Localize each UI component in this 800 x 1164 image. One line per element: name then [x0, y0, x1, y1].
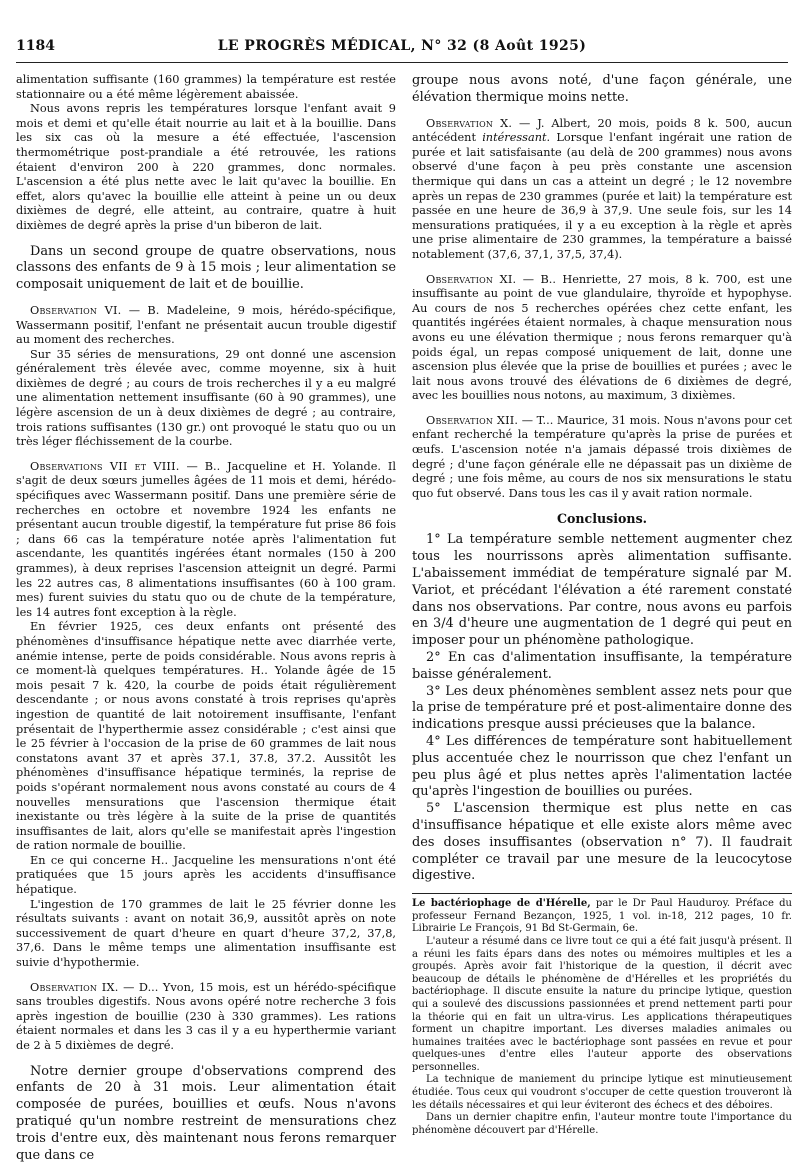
observation-label: Observation VI.: [30, 303, 122, 317]
paragraph: En février 1925, ces deux enfants ont présenté des phénomènes d'insuffisance hépatique nette avec diarrhée verte, anémie intense, perte de poids considérable. Nous avons repris à ce moment-là quelques températures. H.. Yolande âgée de 15 mois pesait 7 k. 420, la courbe de poids était régulièrement descendante ; or nous avons constaté à trois reprises qu'après ingestion de quantité de lait notoirement insuffisante, l'enfant présentait de l'hyperthermie assez considérable ; c'est ainsi que le 25 février à l'occasion de la prise de 60 grammes de lait nous constatons avant 37 et après 37.1, 37.8, 37.2. Aussitôt les phénomènes d'insuffisance hépatique terminés, la reprise de poids s'opérant normalement nous avons constaté au cours de 4 nouvelles mensurations que l'ascension thermique était inexistante ou très légère à la suite de la prise de quantités insuffisantes de lait, alors qu'elle se manifestait après l'ingestion de ration normale de bouillie.: [16, 620, 396, 853]
observation-paragraph: [412, 414, 792, 502]
observation-label: Observation X.: [426, 116, 513, 130]
observation-label: Observation XI.: [426, 272, 517, 286]
observation-label: Observations VII et VIII.: [30, 459, 180, 473]
observation-paragraph: [412, 273, 792, 404]
page-number: 1184: [16, 38, 55, 54]
paragraph: L'ingestion de 170 grammes de lait le 25 février donne les résultats suivants : avant on notait 36,9, aussitôt après on note successivement de quart d'heure en quart d'heure 37,2, 37,8, 37,6. Dans le même temps une alimentation insuffisante est suivie d'hypothermie.: [16, 897, 396, 970]
observation-text: — B.. Henriette, 27 mois, 8 k. 700, est une insuffisante au point de vue glandulaire, thyroïde et hypophyse. Au cours de nos 5 recherches opérées chez cette enfant, les quantités ingérées étaient normales, à chaque mensuration nous avons eu une élévation thermique ; nous ferons remarquer qu'à poids égal, un repas composé uniquement de lait, donne une ascension plus élevée que la prise de bouillies et purées ; avec le lait nous avons trouvé des élévations de 6 dixièmes de degré, avec les bouillies nous notons, au maximum, 3 dixièmes.: [412, 272, 793, 403]
review-paragraph: L'auteur a résumé dans ce livre tout ce qui a été fait jusqu'à présent. Il a réuni les faits épars dans des notes ou mémoires multiples et les a groupés. Après avoir fait l'historique de la question, il décrit avec beaucoup de détails le phénomène de d'Hérelles et les propriétés du bactériophage. Il discute ensuite la nature du principe lytique, question qui a soulevé des discussions passionnées et prend nettement parti pour la théorie qui en fait un ultra-virus. Les applications thérapeutiques forment un chapitre important. Les diverses maladies animales ou humaines traitées avec le bactériophage sont passées en revue et pour quelques-unes d'entre elles l'auteur apporte des observations personnelles.: [412, 935, 792, 1073]
conclusion-item: 5° L'ascension thermique est plus nette en cas d'insuffisance hépatique et elle existe alors même avec des doses insuffisantes (observation n° 7). Il faudrait compléter ce travail par une mesure de la leucocytose digestive.: [412, 801, 792, 884]
review-bibliographic-info: par le Dr Paul Hauduroy. Préface du professeur Fernand Bezançon, 1925, 1 vol. in-18, 212 pages, 10 fr. Librairie Le François, 91 Bd St-Germain, 6e.: [412, 898, 792, 935]
book-review: [412, 898, 792, 1137]
review-citation: [412, 898, 792, 936]
observation-text: — J. Albert, 20 mois, poids 8 k. 500, aucun antécédent: [412, 116, 792, 145]
group-intro-paragraph: Dans un second groupe de quatre observations, nous classons des enfants de 9 à 15 mois ; leur alimentation se composait uniquement de lait et de bouillie.: [16, 243, 396, 293]
header-rule: [16, 62, 788, 63]
observation-label: Observation IX.: [30, 980, 119, 994]
observation-paragraph: [16, 460, 396, 621]
right-column: [412, 73, 792, 1137]
left-column: [16, 73, 396, 1164]
observation-text: — D... Yvon, 15 mois, est un hérédo-spécifique sans troubles digestifs. Nous avons opéré notre recherche 3 fois après ingestion de bouillie (230 à 330 grammes). Les rations étaient normales et dans les 3 cas il y a eu hyperthermie variant de 2 à 5 dixièmes de degré.: [16, 980, 397, 1053]
paragraph: groupe nous avons noté, d'une façon générale, une élévation thermique moins nette.: [412, 73, 792, 105]
review-divider: [412, 893, 792, 894]
paragraph: Nous avons repris les températures lorsque l'enfant avait 9 mois et demi et qu'elle était nourrie au lait et à la bouillie. Dans les six cas où la mesure a été effectuée, l'ascension thermométrique post-prandiale a été retrouvée, les rations étaient d'environ 200 à 220 grammes, donc normales. L'ascension a été plus nette avec le lait qu'avec la bouillie. En effet, alors qu'avec la bouillie elle atteint à peine un ou deux dixièmes de degré, elle atteint, au contraire, quatre à huit dixièmes de degré après la prise d'un biberon de lait.: [16, 102, 396, 232]
conclusions-heading: Conclusions.: [556, 511, 648, 527]
observation-paragraph: [16, 304, 396, 348]
conclusion-item: 4° Les différences de température sont habituellement plus accentuée chez le nourrisson que chez l'enfant un peu plus âgé et plus nettes après l'alimentation lactée qu'après l'ingestion de bouillies ou purées.: [412, 734, 792, 800]
review-paragraph: La technique de maniement du principe lytique est minutieusement étudiée. Tous ceux qui voudront s'occuper de cette question trouveront là les détails nécessaires et qui leur éviteront des échecs et des déboires.: [412, 1074, 792, 1111]
page-header: [16, 6, 788, 66]
observation-paragraph: [412, 117, 792, 263]
conclusion-item: 1° La température semble nettement augmenter chez tous les nourrissons après alimentation suffisante. L'abaissement immédiat de température signalé par M. Variot, et précédant l'élévation a été rarement constaté dans nos observations. Par contre, nous avons eu parfois en 3/4 d'heure une augmentation de 1 degré qui peut en imposer pour un phénomène pathologique.: [412, 532, 792, 649]
observation-text: . Lorsque l'enfant ingérait une ration de purée et lait satisfaisante (au delà de 200 grammes) nous avons observé d'une façon à peu près constante une ascension thermique qui dans un cas a atteint un degré ; le 12 novembre après un repas de 230 grammes (purée et lait) la température est passée en une heure de 36,9 à 37,9. Une seule fois, sur les 14 mensurations pratiquées, il y a eu exception à la règle et après une prise alimentaire de 230 grammes, la température a baissé notablement (37,6, 37,1, 37,5, 37,4).: [412, 131, 793, 261]
paragraph: alimentation suffisante (160 grammes) la température est restée stationnaire ou a été même légèrement abaissée.: [16, 73, 396, 101]
review-book-title: Le bactériophage de d'Hérelle,: [412, 898, 591, 910]
journal-title: LE PROGRÈS MÉDICAL, N° 32 (8 Août 1925): [217, 38, 587, 54]
group-intro-paragraph: Notre dernier groupe d'observations comprend des enfants de 20 à 31 mois. Leur alimentation était composée de purées, bouillies et œufs. Nous n'avons pratiqué qu'un nombre restreint de mensurations chez trois d'entre eux, dès maintenant nous ferons remarquer que dans ce: [16, 1063, 396, 1163]
observation-text: — B.. Jacqueline et H. Yolande. Il s'agit de deux sœurs jumelles âgées de 11 mois et demi, hérédo-spécifiques avec Wassermann positif. Dans une première série de recherches en octobre et novembre 1924 les enfants ne présentant aucun trouble digestif, la température fut prise 86 fois ; dans 66 cas la température notée après l'alimentation fut ascendante, les quantités ingérées étant normales (150 à 200 grammes), à deux reprises l'ascension atteignit un degré. Parmi les 22 autres cas, 8 alimentations insuffisantes (60 à 100 gram. mes) furent suivies du statu quo ou de chute de la température, les 14 autres font exception à la règle.: [16, 459, 396, 619]
observation-text: — B. Madeleine, 9 mois, hérédo-spécifique, Wassermann positif, l'enfant ne présentait aucun trouble digestif au moment des recherches.: [16, 303, 396, 347]
conclusion-item: 2° En cas d'alimentation insuffisante, la température baisse généralement.: [412, 650, 792, 682]
observation-text: — T... Maurice, 31 mois. Nous n'avons pour cet enfant recherché la température qu'après la prise de purées et œufs. L'ascension notée n'a jamais dépassé trois dixièmes de degré ; d'une façon générale elle ne dépassait pas un dixième de degré ; une fois même, au cours de nos six mensurations le statu quo fut observé. Dans tous les cas il y avait ration normale.: [412, 413, 792, 500]
paragraph: Sur 35 séries de mensurations, 29 ont donné une ascension généralement très élevée avec, comme moyenne, six à huit dixièmes de degré ; au cours de trois recherches il y a eu malgré une alimentation nettement insuffisante (60 à 90 grammes), une légère ascension de un à deux dixièmes de degré ; au contraire, trois rations suffisantes (130 gr.) ont provoqué le statu quo ou un très léger fléchissement de la courbe.: [16, 347, 396, 449]
paragraph: En ce qui concerne H.. Jacqueline les mensurations n'ont été pratiquées que 15 jours après les accidents d'insuffisance hépatique.: [16, 853, 396, 897]
observation-paragraph: [16, 981, 396, 1054]
observation-label: Observation XII.: [426, 413, 519, 427]
observation-text-italic: intéressant: [482, 131, 547, 145]
conclusion-item: 3° Les deux phénomènes semblent assez nets pour que la prise de température pré et post-alimentaire donne des indications presque aussi précieuses que la balance.: [412, 683, 792, 733]
review-paragraph: Dans un dernier chapitre enfin, l'auteur montre toute l'importance du phénomène découvert par d'Hérelle.: [412, 1112, 792, 1136]
